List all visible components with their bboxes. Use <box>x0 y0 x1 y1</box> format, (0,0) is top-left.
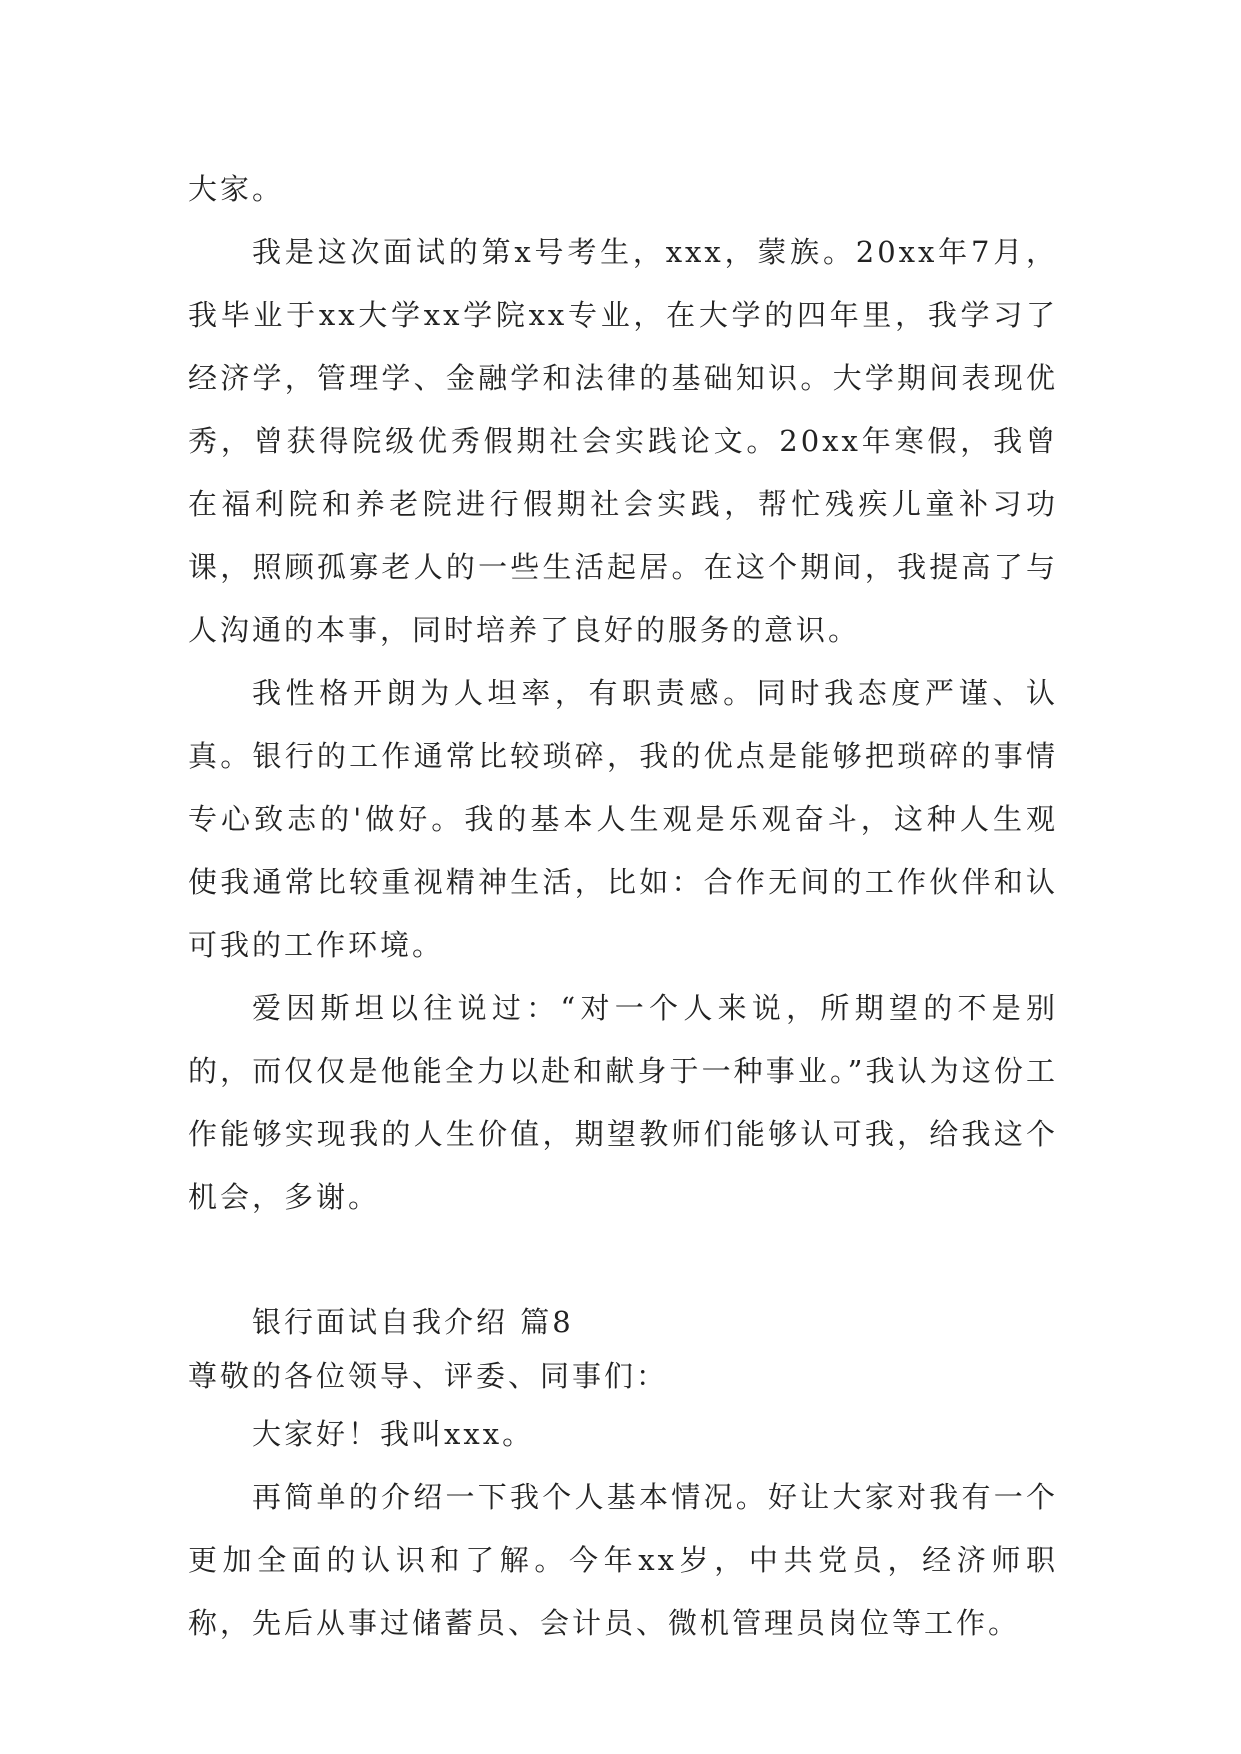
document-body <box>188 158 1058 1655</box>
salutation: 尊敬的各位领导、评委、同事们： <box>188 1359 669 1393</box>
greeting: 大家好！我叫xxx。 <box>252 1417 535 1451</box>
paragraph-basic-info: 再简单的介绍一下我个人基本情况。好让大家对我有一个更加全面的认识和了解。今年xx岁，中共党员，经济师职称，先后从事过储蓄员、会计员、微机管理员岗位等工作。 <box>188 1480 1058 1640</box>
section-spacer <box>188 1229 1058 1295</box>
paragraph-candidate-background: 我是这次面试的第x号考生，xxx，蒙族。20xx年7月，我毕业于xx大学xx学院xx专业，在大学的四年里，我学习了经济学，管理学、金融学和法律的基础知识。大学期间表现优秀，曾获得院级优秀假期社会实践论文。20xx年寒假，我曾在福利院和养老院进行假期社会实践，帮忙残疾儿童补习功课，照顾孤寡老人的一些生活起居。在这个期间，我提高了与人沟通的本事，同时培养了良好的服务的意识。 <box>188 235 1058 647</box>
paragraph-closing-quote: 爱因斯坦以往说过：“对一个人来说，所期望的不是别的，而仅仅是他能全力以赴和献身于一种事业。”我认为这份工作能够实现我的人生价值，期望教师们能够认可我，给我这个机会，多谢。 <box>188 991 1058 1214</box>
section-heading: 银行面试自我介绍 篇8 <box>252 1305 574 1339</box>
paragraph-personality: 我性格开朗为人坦率，有职责感。同时我态度严谨、认真。银行的工作通常比较琐碎，我的优点是能够把琐碎的事情专心致志的'做好。我的基本人生观是乐观奋斗，这种人生观使我通常比较重视精神生活，比如：合作无间的工作伙伴和认可我的工作环境。 <box>188 676 1058 962</box>
paragraph-continued: 大家。 <box>188 172 285 206</box>
